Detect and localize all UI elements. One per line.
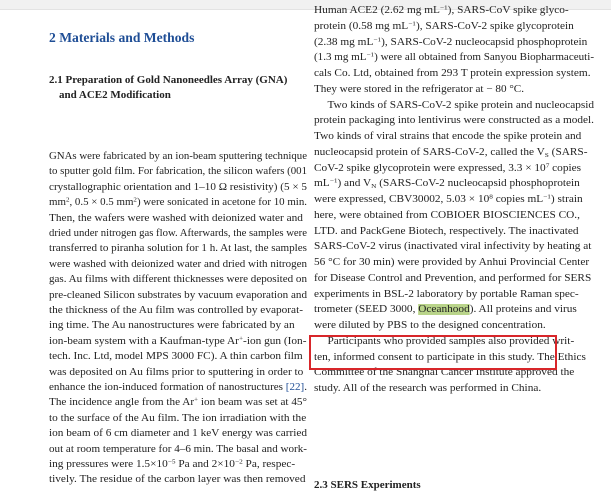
left-body-line xyxy=(49,458,295,472)
right-body-line xyxy=(314,4,569,18)
text-run: tively. The residue of the carbon layer was then removed xyxy=(49,474,306,486)
text-run: pre-cleaned Silicon substrates by vacuum evaporation and xyxy=(49,289,307,301)
text-run: transferred to piranha solution for 1 h. At last, the samples xyxy=(49,243,307,255)
text-run: trometer (SEED 3000, xyxy=(314,304,419,316)
text-run: here, were obtained from COBIOER BIOSCIENCES CO., xyxy=(314,209,580,221)
text-run: (SARS-CoV-2 nucleocapsid phosphoprotein xyxy=(376,178,580,190)
text-run: (2.38 mg mL xyxy=(314,36,374,48)
right-body-line xyxy=(314,162,581,176)
text-run: ) and V xyxy=(337,178,372,190)
text-run: Pa, respec- xyxy=(242,459,296,470)
text-run: mL xyxy=(314,178,330,190)
superscript: −1 xyxy=(439,4,448,12)
left-body-line xyxy=(49,227,307,241)
text-run: Human ACE2 (2.62 mg mL xyxy=(314,5,440,16)
right-body-line xyxy=(314,382,541,396)
text-run: out at room temperature for 4–6 min. The basal and work- xyxy=(49,443,307,455)
superscript: −1 xyxy=(408,20,416,28)
superscript: + xyxy=(194,396,199,404)
text-run: ), SARS-CoV-2 spike glycoprotein xyxy=(415,20,574,32)
text-run: ion beam of 6 cm diameter and 1 keV energy was carried xyxy=(49,428,307,440)
text-run: ing pressures were 1.5×10 xyxy=(49,459,168,470)
text-run: , 0.5 × 0.5 mm xyxy=(69,197,134,209)
left-body-line xyxy=(49,258,307,272)
text-run: Two kinds of SARS-CoV-2 spike protein and nucleocapsid xyxy=(327,99,595,111)
text-run: Participants who provided samples also provided writ- xyxy=(327,335,575,347)
section-heading: 2 Materials and Methods xyxy=(49,30,195,45)
left-body-line xyxy=(49,196,307,210)
left-body-line xyxy=(49,304,303,318)
right-body-line xyxy=(314,319,546,333)
text-run: gas. Au films with different thicknesses were deposited on xyxy=(49,274,307,286)
right-body-line xyxy=(314,67,591,81)
text-run: ion beam was set at 45° xyxy=(198,397,307,409)
superscript: 2 xyxy=(65,196,70,204)
subsection-heading-line-1: 2.1 Preparation of Gold Nanoneedles Array (GNA) xyxy=(49,74,288,86)
superscript: 2 xyxy=(133,196,137,204)
citation-link: [22] xyxy=(285,382,305,393)
text-run: (SARS- xyxy=(548,146,588,158)
left-body-line xyxy=(49,427,307,441)
text-run: ion-beam system with a Kaufman-type Ar xyxy=(49,335,239,347)
superscript: −2 xyxy=(234,458,243,466)
text-run: . xyxy=(304,382,307,393)
left-body-line xyxy=(49,381,307,395)
subsection-heading-2-3: 2.3 SERS Experiments xyxy=(314,479,421,491)
text-run: ) were sonicated in acetone for 10 min. xyxy=(136,197,307,209)
left-body-line xyxy=(49,212,303,226)
text-run: dried under nitrogen gas flow. Afterwards, the samples were xyxy=(49,228,307,239)
text-run: ing time. The Au nanostructures were fabricated by an xyxy=(49,320,295,332)
text-run: Then, the wafers were washed with deionized water and xyxy=(49,212,303,224)
text-run: protein (0.58 mg mL xyxy=(314,20,409,32)
text-run: experiments in BSL-2 laboratory by portable Raman spec- xyxy=(314,288,579,300)
left-body-line xyxy=(49,350,303,364)
text-run: study. All of the research was performed in China. xyxy=(314,383,542,394)
left-body-line xyxy=(49,150,307,164)
text-run: ) were all obtained from Sanyou Biopharmaceuti- xyxy=(374,52,594,64)
right-body-line xyxy=(314,130,581,144)
subscript: S xyxy=(544,151,549,159)
text-run: were diluted by PBS to the designed concentration. xyxy=(314,320,546,331)
right-body-line xyxy=(314,83,524,97)
text-run: was deposited on Au films prior to sputtering in order to xyxy=(49,366,304,378)
highlighted-word: Oceanhood xyxy=(418,304,470,316)
right-body-line xyxy=(314,99,594,113)
text-run: tech. Inc. Ltd, model MPS 3000 FC). A thin carbon film xyxy=(49,351,303,363)
highlight-annotation-box xyxy=(309,335,557,370)
left-body-line xyxy=(49,165,307,179)
text-run: -ion gun (Ion- xyxy=(243,335,307,347)
right-body-line xyxy=(314,303,577,317)
right-body-line xyxy=(314,146,587,160)
superscript: + xyxy=(238,335,244,343)
text-run: were expressed, CBV30002, 5.03 × 10 xyxy=(314,194,490,205)
text-run: They were stored in the refrigerator at − 80 °C. xyxy=(314,83,524,95)
superscript: −1 xyxy=(373,36,382,43)
superscript: −1 xyxy=(366,51,375,59)
text-run: mm xyxy=(49,197,66,209)
text-run: GNAs were fabricated by an ion-beam sputtering technique xyxy=(49,151,307,162)
text-run: to the surface of the Au film. The ion irradiation with the xyxy=(49,412,307,424)
text-run: protein packaging into lentivirus were constructed as a model. xyxy=(314,115,594,127)
text-run: (1.3 mg mL xyxy=(314,52,367,64)
right-body-line xyxy=(314,20,574,34)
text-run: CoV-2 spike glycoprotein were expressed, 3.3 × 10 xyxy=(314,162,546,174)
right-body-line xyxy=(314,209,580,223)
text-run: Two kinds of viral strains that encode the spike protein and xyxy=(314,131,582,142)
superscript: −5 xyxy=(167,458,176,466)
left-body-line xyxy=(49,473,305,487)
subscript: N xyxy=(371,183,377,191)
text-run: to sputter gold film. For fabrication, the silicon wafers (001 xyxy=(49,166,307,178)
right-body-line xyxy=(314,193,583,207)
text-run: Pa and 2×10 xyxy=(175,459,235,470)
right-body-line xyxy=(314,240,591,254)
right-body-line xyxy=(314,288,579,302)
text-run: Committee of the Shanghai Cancer Institute approved the xyxy=(314,367,575,379)
text-run: cals Co. Ltd, obtained from 293 T protein expression system. xyxy=(314,68,591,79)
text-run: the thickness of the Au film was controlled by evaporat- xyxy=(49,305,303,316)
right-body-line xyxy=(314,177,580,191)
text-run: crystallographic orientation and 1–10 Ω resistivity) (5 × 5 xyxy=(49,181,307,193)
text-run: copies mL xyxy=(492,194,544,205)
superscript: −1 xyxy=(543,193,551,201)
left-body-line xyxy=(49,335,306,349)
left-body-line xyxy=(49,412,306,426)
text-run: were washed with deionized water and dried with nitrogen xyxy=(49,258,307,270)
right-body-line xyxy=(314,51,594,65)
right-body-line xyxy=(314,36,587,50)
superscript: 8 xyxy=(489,193,493,201)
text-run: ), SARS-CoV-2 nucleocapsid phosphoprotein xyxy=(381,36,588,48)
right-body-line xyxy=(314,272,591,286)
text-run: nucleocapsid protein of SARS-CoV-2, called the V xyxy=(314,146,545,158)
left-body-line xyxy=(49,273,307,287)
text-run: ) strain xyxy=(550,194,583,205)
left-body-line xyxy=(49,366,303,380)
text-run: copies xyxy=(549,162,582,174)
left-body-line xyxy=(49,396,307,410)
text-run: SARS-CoV-2 virus (inactivated viral infectivity by heating at xyxy=(314,241,592,253)
left-body-line xyxy=(49,181,307,195)
text-run: enhance the ion-induced formation of nanostructures xyxy=(49,382,286,393)
text-run: 56 °C for 30 min) were provided by Anhui Provincial Center xyxy=(314,257,590,268)
left-body-line xyxy=(49,443,307,457)
left-body-line xyxy=(49,242,307,256)
text-run: LTD. and PackGene Biotech, respectively. The inactivated xyxy=(314,225,579,237)
subsection-heading-line-2: and ACE2 Modification xyxy=(59,89,171,101)
text-run: The incidence angle from the Ar xyxy=(49,397,195,409)
text-run: ), SARS-CoV spike glyco- xyxy=(447,5,569,16)
right-body-line xyxy=(314,114,594,128)
left-body-line xyxy=(49,319,295,333)
right-body-line xyxy=(314,256,589,270)
text-run: ). All proteins and virus xyxy=(469,304,577,316)
text-run: ten, informed consent to participate in this study. The Ethics xyxy=(314,351,586,363)
superscript: −1 xyxy=(329,177,338,185)
text-run: for Disease Control and Prevention, and performed for SERS xyxy=(314,272,592,284)
superscript: 7 xyxy=(545,162,550,169)
left-body-line xyxy=(49,289,307,303)
right-body-line xyxy=(314,225,579,239)
